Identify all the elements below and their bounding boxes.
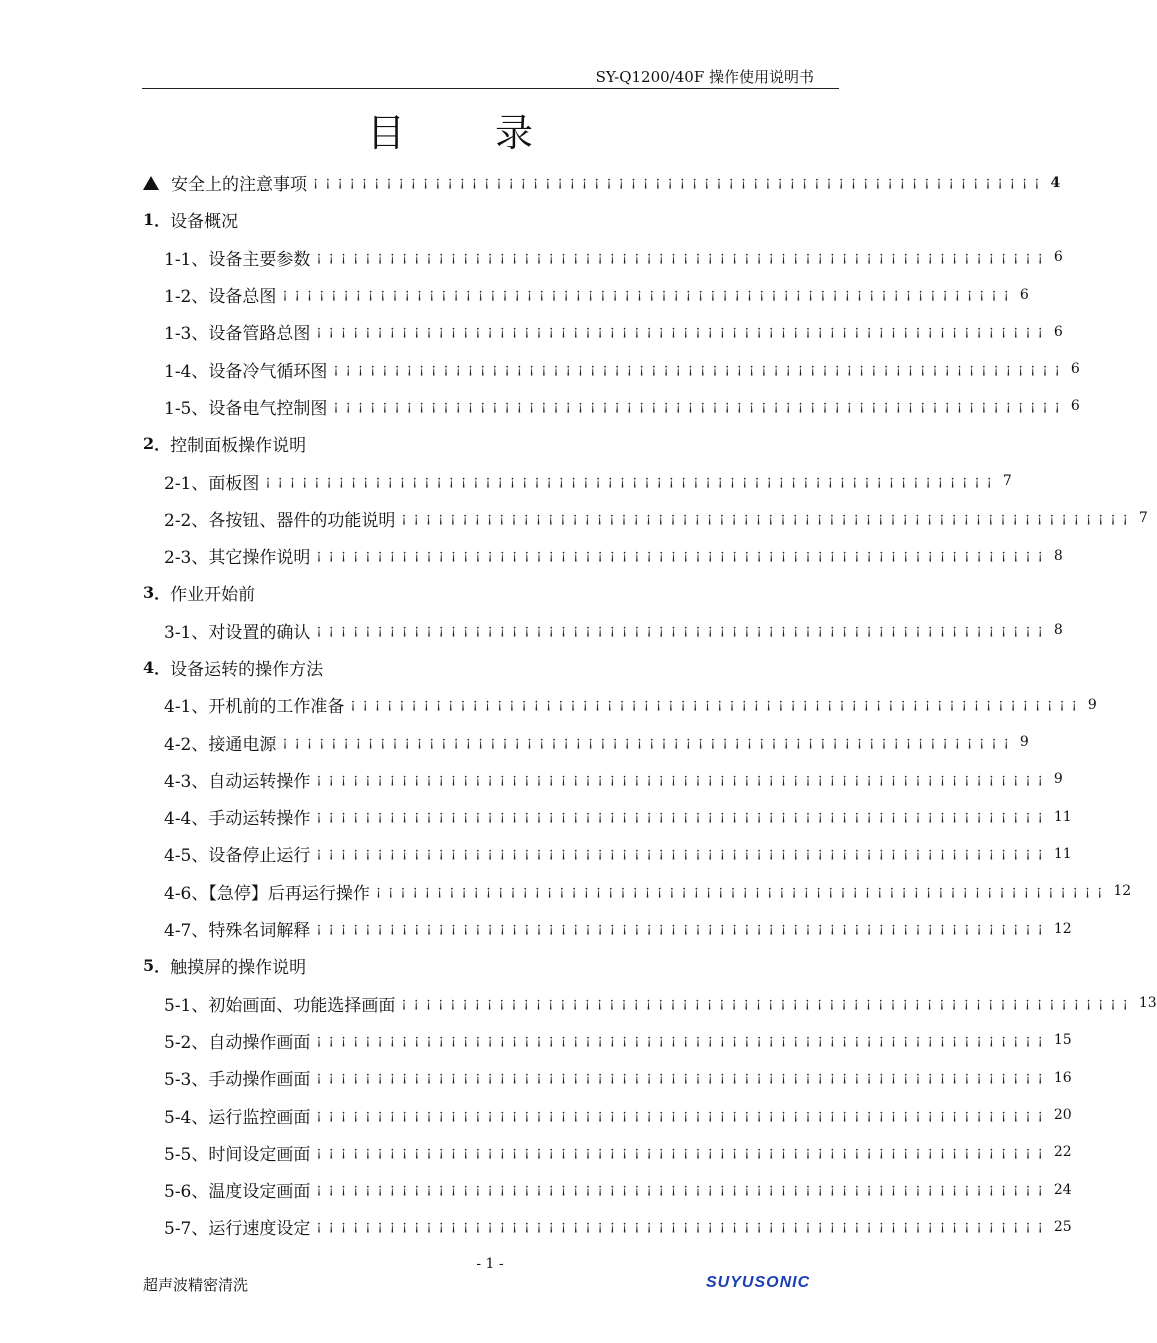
toc-dot-leader: ¡¡¡¡¡¡¡¡¡¡¡¡¡¡¡¡¡¡¡¡¡¡¡¡¡¡¡¡¡¡¡¡¡¡¡¡¡¡¡¡¡¡¡¡¡¡¡¡¡¡¡¡¡¡¡¡¡¡¡¡	[316, 622, 1050, 638]
toc-label: 2-3、其它操作说明	[164, 548, 311, 569]
toc-dot-leader: ¡¡¡¡¡¡¡¡¡¡¡¡¡¡¡¡¡¡¡¡¡¡¡¡¡¡¡¡¡¡¡¡¡¡¡¡¡¡¡¡¡¡¡¡¡¡¡¡¡¡¡¡¡¡¡¡¡¡¡¡	[316, 548, 1050, 564]
toc-label: 4-4、手动运转操作	[164, 809, 311, 830]
toc-dot-leader: ¡¡¡¡¡¡¡¡¡¡¡¡¡¡¡¡¡¡¡¡¡¡¡¡¡¡¡¡¡¡¡¡¡¡¡¡¡¡¡¡¡¡¡¡¡¡¡¡¡¡¡¡¡¡¡¡¡¡¡¡	[316, 1070, 1050, 1086]
toc-page-number: 6	[1053, 323, 1063, 340]
page-title: 目录	[366, 111, 623, 155]
toc-dot-leader: ¡¡¡¡¡¡¡¡¡¡¡¡¡¡¡¡¡¡¡¡¡¡¡¡¡¡¡¡¡¡¡¡¡¡¡¡¡¡¡¡¡¡¡¡¡¡¡¡¡¡¡¡¡¡¡¡¡¡¡¡	[401, 995, 1135, 1011]
page-number: - 1 -	[476, 1256, 504, 1272]
toc-label: 作业开始前	[170, 585, 256, 606]
toc-label: 4-7、特殊名词解释	[164, 921, 311, 942]
toc-label: 5-1、初始画面、功能选择画面	[164, 995, 396, 1016]
toc-entry	[143, 388, 1080, 425]
toc-page-number: 12	[1053, 920, 1072, 937]
toc-entry	[143, 723, 1029, 760]
toc-section-heading	[143, 649, 828, 686]
toc-page-number: 25	[1053, 1218, 1072, 1235]
toc-page-number: 8	[1053, 547, 1063, 564]
toc-label: 4-2、接通电源	[164, 734, 277, 755]
toc-entry	[143, 612, 1063, 649]
section-number: 5	[143, 956, 155, 976]
warning-triangle-icon	[143, 176, 159, 190]
section-number: 3	[143, 583, 155, 603]
toc-label: 5-6、温度设定画面	[164, 1182, 311, 1203]
toc-entry	[143, 1096, 1072, 1133]
toc-section-heading	[143, 201, 828, 238]
toc-dot-leader: ¡¡¡¡¡¡¡¡¡¡¡¡¡¡¡¡¡¡¡¡¡¡¡¡¡¡¡¡¡¡¡¡¡¡¡¡¡¡¡¡¡¡¡¡¡¡¡¡¡¡¡¡¡¡¡¡¡¡¡¡	[316, 1144, 1050, 1160]
toc-page-number: 6	[1019, 286, 1029, 303]
toc-section-heading	[143, 947, 828, 984]
section-number: 1	[143, 210, 155, 230]
toc-dot-leader: ¡¡¡¡¡¡¡¡¡¡¡¡¡¡¡¡¡¡¡¡¡¡¡¡¡¡¡¡¡¡¡¡¡¡¡¡¡¡¡¡¡¡¡¡¡¡¡¡¡¡¡¡¡¡¡¡¡¡¡¡	[333, 398, 1067, 414]
toc-page-number: 15	[1053, 1032, 1072, 1049]
toc-label: 1-4、设备冷气循环图	[164, 361, 328, 382]
toc-entry	[143, 537, 1063, 574]
toc-entry	[143, 500, 1148, 537]
toc-page-number: 11	[1053, 808, 1072, 825]
toc-label: 触摸屏的操作说明	[170, 958, 307, 979]
toc-entry	[143, 835, 1072, 872]
toc-entry	[143, 1059, 1072, 1096]
toc-dot-leader: ¡¡¡¡¡¡¡¡¡¡¡¡¡¡¡¡¡¡¡¡¡¡¡¡¡¡¡¡¡¡¡¡¡¡¡¡¡¡¡¡¡¡¡¡¡¡¡¡¡¡¡¡¡¡¡¡¡¡¡¡	[316, 1032, 1050, 1048]
table-of-contents	[143, 164, 1157, 1246]
toc-entry	[143, 239, 1063, 276]
toc-page-number: 20	[1053, 1107, 1072, 1124]
toc-entry	[143, 276, 1029, 313]
toc-label: 4-6、【急停】后再运行操作	[164, 883, 370, 904]
toc-dot-leader: ¡¡¡¡¡¡¡¡¡¡¡¡¡¡¡¡¡¡¡¡¡¡¡¡¡¡¡¡¡¡¡¡¡¡¡¡¡¡¡¡¡¡¡¡¡¡¡¡¡¡¡¡¡¡¡¡¡¡¡¡	[375, 883, 1110, 899]
toc-label: 5-5、时间设定画面	[164, 1144, 311, 1165]
header-divider	[142, 88, 839, 89]
toc-label: 1-5、设备电气控制图	[164, 398, 328, 419]
toc-entry	[143, 1171, 1072, 1208]
toc-dot-leader: ¡¡¡¡¡¡¡¡¡¡¡¡¡¡¡¡¡¡¡¡¡¡¡¡¡¡¡¡¡¡¡¡¡¡¡¡¡¡¡¡¡¡¡¡¡¡¡¡¡¡¡¡¡¡¡¡¡¡¡¡	[401, 510, 1135, 526]
toc-entry	[143, 462, 1012, 499]
toc-dot-leader: ¡¡¡¡¡¡¡¡¡¡¡¡¡¡¡¡¡¡¡¡¡¡¡¡¡¡¡¡¡¡¡¡¡¡¡¡¡¡¡¡¡¡¡¡¡¡¡¡¡¡¡¡¡¡¡¡¡¡¡¡	[313, 175, 1047, 191]
toc-label: 2-1、面板图	[164, 473, 260, 494]
section-number: 2	[143, 434, 155, 454]
toc-entry	[143, 761, 1063, 798]
toc-dot-leader: ¡¡¡¡¡¡¡¡¡¡¡¡¡¡¡¡¡¡¡¡¡¡¡¡¡¡¡¡¡¡¡¡¡¡¡¡¡¡¡¡¡¡¡¡¡¡¡¡¡¡¡¡¡¡¡¡¡¡¡¡	[316, 846, 1050, 862]
toc-label: 1-1、设备主要参数	[164, 249, 311, 270]
toc-page-number: 9	[1019, 734, 1029, 751]
toc-label: 5-7、运行速度设定	[164, 1219, 311, 1240]
toc-page-number: 4	[1050, 174, 1061, 191]
section-number-separator: ．	[154, 584, 171, 604]
toc-dot-leader: ¡¡¡¡¡¡¡¡¡¡¡¡¡¡¡¡¡¡¡¡¡¡¡¡¡¡¡¡¡¡¡¡¡¡¡¡¡¡¡¡¡¡¡¡¡¡¡¡¡¡¡¡¡¡¡¡¡¡¡¡	[282, 734, 1016, 750]
toc-dot-leader: ¡¡¡¡¡¡¡¡¡¡¡¡¡¡¡¡¡¡¡¡¡¡¡¡¡¡¡¡¡¡¡¡¡¡¡¡¡¡¡¡¡¡¡¡¡¡¡¡¡¡¡¡¡¡¡¡¡¡¡¡	[316, 1219, 1050, 1235]
toc-entry	[143, 686, 1097, 723]
toc-page-number: 8	[1053, 622, 1063, 639]
toc-label: 2-2、各按钮、器件的功能说明	[164, 510, 396, 531]
toc-dot-leader: ¡¡¡¡¡¡¡¡¡¡¡¡¡¡¡¡¡¡¡¡¡¡¡¡¡¡¡¡¡¡¡¡¡¡¡¡¡¡¡¡¡¡¡¡¡¡¡¡¡¡¡¡¡¡¡¡¡¡¡¡	[316, 249, 1050, 265]
toc-page-number: 6	[1070, 398, 1080, 415]
section-number-separator: ．	[154, 435, 171, 455]
document-header-title: SY-Q1200/40F 操作使用说明书	[595, 68, 814, 86]
toc-entry	[143, 313, 1063, 350]
toc-dot-leader: ¡¡¡¡¡¡¡¡¡¡¡¡¡¡¡¡¡¡¡¡¡¡¡¡¡¡¡¡¡¡¡¡¡¡¡¡¡¡¡¡¡¡¡¡¡¡¡¡¡¡¡¡¡¡¡¡¡¡¡¡	[316, 921, 1050, 937]
toc-entry	[143, 1208, 1072, 1245]
toc-label: 1-2、设备总图	[164, 287, 277, 308]
toc-dot-leader: ¡¡¡¡¡¡¡¡¡¡¡¡¡¡¡¡¡¡¡¡¡¡¡¡¡¡¡¡¡¡¡¡¡¡¡¡¡¡¡¡¡¡¡¡¡¡¡¡¡¡¡¡¡¡¡¡¡¡¡¡	[265, 473, 999, 489]
toc-page-number: 9	[1053, 771, 1063, 788]
toc-entry	[143, 1022, 1072, 1059]
section-number-separator: ．	[154, 211, 171, 231]
toc-page-number: 6	[1053, 249, 1063, 266]
toc-label: 4-5、设备停止运行	[164, 846, 311, 867]
footer-brand-logo: SUYUSONIC	[706, 1274, 811, 1291]
toc-page-number: 7	[1002, 473, 1012, 490]
section-number-separator: ．	[154, 659, 171, 678]
toc-entry	[143, 798, 1072, 835]
toc-page-number: 6	[1070, 361, 1080, 378]
toc-entry	[143, 910, 1072, 947]
toc-label: 5-4、运行监控画面	[164, 1107, 311, 1128]
toc-section-heading	[143, 425, 828, 462]
toc-label: 控制面板操作说明	[170, 436, 307, 457]
toc-label: 4-3、自动运转操作	[164, 771, 311, 792]
toc-dot-leader: ¡¡¡¡¡¡¡¡¡¡¡¡¡¡¡¡¡¡¡¡¡¡¡¡¡¡¡¡¡¡¡¡¡¡¡¡¡¡¡¡¡¡¡¡¡¡¡¡¡¡¡¡¡¡¡¡¡¡¡¡	[316, 771, 1050, 787]
footer-company-tagline: 超声波精密清洗	[143, 1276, 249, 1294]
toc-dot-leader: ¡¡¡¡¡¡¡¡¡¡¡¡¡¡¡¡¡¡¡¡¡¡¡¡¡¡¡¡¡¡¡¡¡¡¡¡¡¡¡¡¡¡¡¡¡¡¡¡¡¡¡¡¡¡¡¡¡¡¡¡	[350, 697, 1084, 713]
toc-page-number: 12	[1113, 883, 1132, 900]
toc-dot-leader: ¡¡¡¡¡¡¡¡¡¡¡¡¡¡¡¡¡¡¡¡¡¡¡¡¡¡¡¡¡¡¡¡¡¡¡¡¡¡¡¡¡¡¡¡¡¡¡¡¡¡¡¡¡¡¡¡¡¡¡¡	[316, 1182, 1050, 1198]
section-number: 4	[143, 658, 155, 677]
toc-page-number: 16	[1053, 1069, 1072, 1086]
toc-dot-leader: ¡¡¡¡¡¡¡¡¡¡¡¡¡¡¡¡¡¡¡¡¡¡¡¡¡¡¡¡¡¡¡¡¡¡¡¡¡¡¡¡¡¡¡¡¡¡¡¡¡¡¡¡¡¡¡¡¡¡¡¡	[316, 809, 1050, 825]
toc-label: 4-1、开机前的工作准备	[164, 697, 345, 718]
toc-dot-leader: ¡¡¡¡¡¡¡¡¡¡¡¡¡¡¡¡¡¡¡¡¡¡¡¡¡¡¡¡¡¡¡¡¡¡¡¡¡¡¡¡¡¡¡¡¡¡¡¡¡¡¡¡¡¡¡¡¡¡¡¡	[333, 361, 1067, 377]
toc-section-heading	[143, 574, 828, 611]
toc-entry	[143, 985, 1157, 1022]
toc-label: 设备概况	[170, 212, 239, 233]
toc-safety-entry	[143, 164, 1061, 201]
toc-page-number: 24	[1053, 1181, 1072, 1198]
toc-page-number: 22	[1053, 1144, 1072, 1161]
toc-entry	[143, 873, 1132, 910]
toc-label: 设备运转的操作方法	[170, 660, 324, 680]
toc-label: 3-1、对设置的确认	[164, 622, 311, 643]
toc-label: 1-3、设备管路总图	[164, 324, 311, 345]
toc-label: 5-2、自动操作画面	[164, 1032, 311, 1053]
toc-label: 5-3、手动操作画面	[164, 1070, 311, 1091]
toc-entry	[143, 1134, 1072, 1171]
section-number-separator: ．	[154, 957, 171, 977]
toc-page-number: 11	[1053, 845, 1072, 862]
toc-dot-leader: ¡¡¡¡¡¡¡¡¡¡¡¡¡¡¡¡¡¡¡¡¡¡¡¡¡¡¡¡¡¡¡¡¡¡¡¡¡¡¡¡¡¡¡¡¡¡¡¡¡¡¡¡¡¡¡¡¡¡¡¡	[316, 324, 1050, 340]
toc-entry	[143, 350, 1080, 387]
toc-label: 安全上的注意事项	[171, 175, 307, 196]
toc-page-number: 7	[1138, 510, 1148, 527]
toc-page-number: 9	[1087, 696, 1097, 713]
toc-page-number: 13	[1138, 995, 1157, 1012]
toc-dot-leader: ¡¡¡¡¡¡¡¡¡¡¡¡¡¡¡¡¡¡¡¡¡¡¡¡¡¡¡¡¡¡¡¡¡¡¡¡¡¡¡¡¡¡¡¡¡¡¡¡¡¡¡¡¡¡¡¡¡¡¡¡	[282, 287, 1016, 303]
toc-dot-leader: ¡¡¡¡¡¡¡¡¡¡¡¡¡¡¡¡¡¡¡¡¡¡¡¡¡¡¡¡¡¡¡¡¡¡¡¡¡¡¡¡¡¡¡¡¡¡¡¡¡¡¡¡¡¡¡¡¡¡¡¡	[316, 1107, 1050, 1123]
